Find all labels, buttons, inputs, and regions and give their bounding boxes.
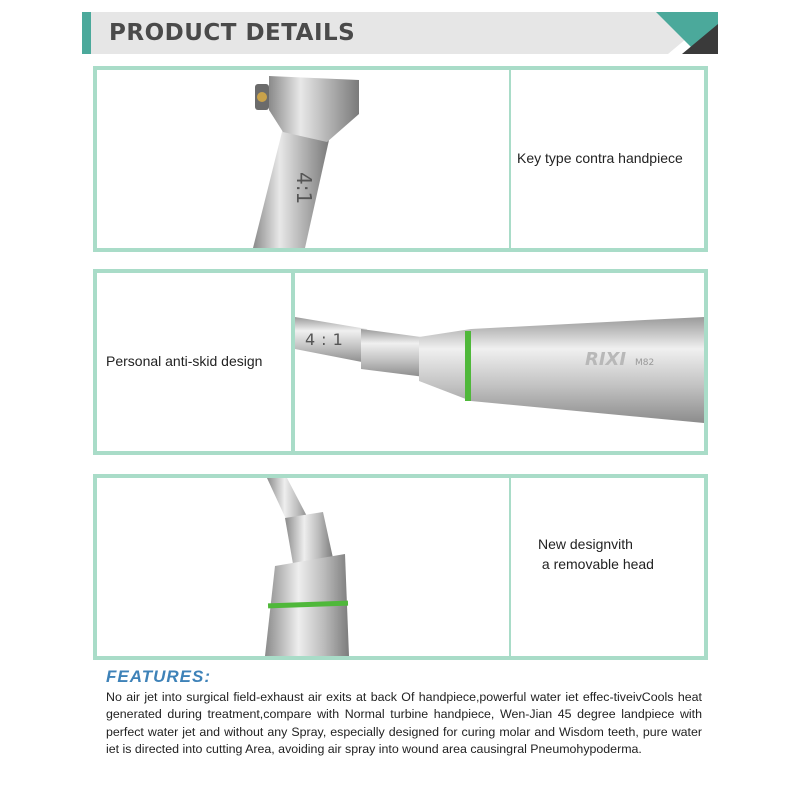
section-header — [82, 12, 718, 54]
brand-engraving: RIXI — [585, 349, 627, 370]
detail-panel-2 — [93, 269, 708, 455]
page-title: PRODUCT DETAILS — [109, 20, 356, 46]
ratio-engraving: 4:1 — [305, 330, 349, 349]
header-corner-decoration — [648, 12, 718, 54]
handpiece-body-photo — [295, 273, 704, 451]
handpiece-head-photo — [97, 70, 509, 248]
handpiece-neck-photo — [97, 478, 509, 656]
ratio-engraving: 4:1 — [292, 172, 316, 205]
model-engraving: M82 — [635, 358, 655, 368]
panel-caption-3 — [538, 534, 654, 574]
detail-panel-3 — [93, 474, 708, 660]
features-description: No air jet into surgical field-exhaust air exits at back Of handpiece,powerful water iet effec-tiveivCools heat generated during treatment,compare with Normal turbine handpiece, Wen-Jian 45 degree landpiece with perfect water jet and without any Spray, especially designed for curing molar and Wisdom teeth, pure water iet is directed into cutting Area, avoiding air spray into wound area causingral Pneumohypoderma. — [106, 690, 702, 756]
panel-caption-3-line-2: a removable head — [538, 556, 654, 572]
panel-caption-2: Personal anti-skid design — [106, 353, 263, 369]
panel-caption-1: Key type contra handpiece — [517, 150, 683, 166]
detail-panel-1 — [93, 66, 708, 252]
features-title: FEATURES: — [106, 667, 212, 686]
panel-caption-3-line-1: New designvith — [538, 536, 633, 552]
